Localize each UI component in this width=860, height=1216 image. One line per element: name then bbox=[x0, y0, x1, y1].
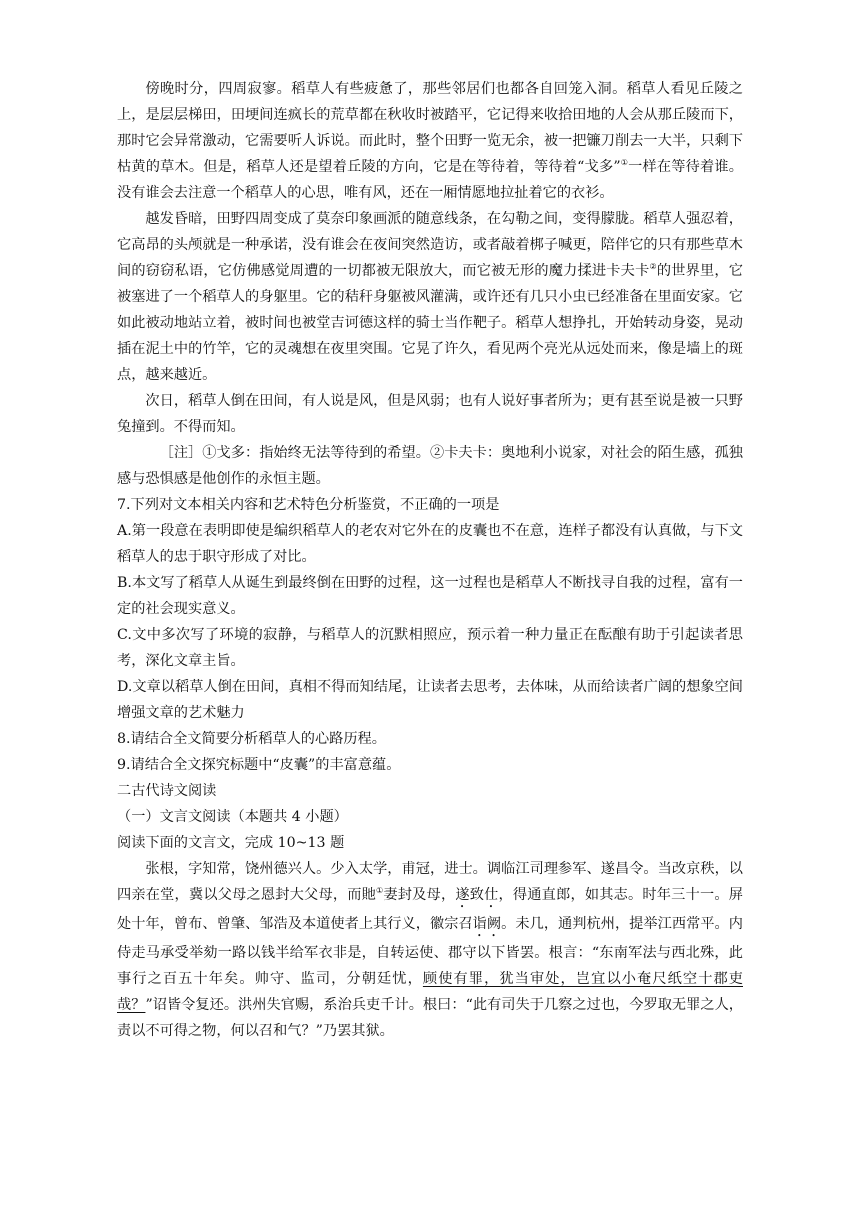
option-a: A.第一段意在表明即使是编织稻草人的老农对它外在的皮囊也不在意，连样子都没有认真做，与下文稻草人的忠于职守形成了对比。 bbox=[117, 523, 743, 565]
text: 。未几，通判杭州，提举江西常平。内侍走马承受举劾一路以钱半给军衣非是，自转运使、郡守以下皆罢。根言：“东南军法与西北殊，此事行之百五十年矣。帅守、监司，分朝廷忧， bbox=[117, 916, 743, 987]
text: ，得通直郎，如其志。时年三十一。屏处十年，曾布、曾肇、邹浩及本道使者上其行义，徽宗召 bbox=[117, 887, 743, 932]
footnote-marker: ② bbox=[649, 262, 657, 271]
text: 的世界里，它被塞进了一个稻草人的身躯里。它的秸秆身躯被风灌满，或许还有几只小虫已经准备在里面安家。它如此被动地站立着，被时间也被堂吉诃德这样的骑士当作靶子。稻草人想挣扎，开始转动身姿，晃动插在泥土中的竹竿，它的灵魂想在夜里突围。它晃了许久，看见两个亮光从远处而来，像是墙上的斑点，越来越近。 bbox=[117, 263, 743, 383]
text: 致 bbox=[469, 887, 485, 903]
classical-passage bbox=[117, 856, 743, 1044]
question-7: 7.下列对文本相关内容和艺术特色分析鉴赏，不正确的一项是 bbox=[117, 497, 500, 513]
question-9: 9.请结合全文探究标题中“皮囊”的丰富意蕴。 bbox=[117, 757, 401, 773]
subsection-heading: （一）文言文阅读（本题共 4 小题） bbox=[117, 809, 348, 825]
reading-instruction: 阅读下面的文言文，完成 10~13 题 bbox=[117, 835, 345, 851]
question-8: 8.请结合全文简要分析稻草人的心路历程。 bbox=[117, 731, 386, 747]
option-c: C.文中多次写了环境的寂静，与稻草人的沉默相照应，预示着一种力量正在酝酿有助于引起读者思考，深化文章主旨。 bbox=[117, 627, 743, 669]
footnote-marker: ① bbox=[376, 886, 384, 895]
emphasis-char: 诣 bbox=[472, 916, 487, 932]
text: 貤 bbox=[361, 887, 377, 903]
document-body bbox=[117, 76, 743, 1044]
option-b: B.本文写了稻草人从诞生到最终倒在田野的过程，这一过程也是稻草人不断找寻自我的过程，富有一定的社会现实意义。 bbox=[117, 575, 743, 617]
emphasis-char: 仕 bbox=[484, 887, 499, 903]
text: 妻封及母， bbox=[383, 887, 456, 903]
text: 越发昏暗，田野四周变成了莫奈印象画派的随意线条，在勾勒之间，变得朦胧。稻草人强忍着，它高昂的头颅就是一种承诺，没有谁会在夜间突然造访，或者敲着梆子喊更，陪伴它的只有那些草木间的窃窃私语，它仿佛感觉周遭的一切都被无限放大，而它被无形的魔力揉进卡夫卡 bbox=[117, 211, 743, 279]
story-note: ［注］①戈多：指始终无法等待到的希望。②卡夫卡：奥地利小说家，对社会的陌生感，孤独感与恐惧感是他创作的永恒主题。 bbox=[117, 445, 743, 487]
text: 一样在等待着谁。没有谁会去注意一个稻草人的心思，唯有风，还在一厢情愿地拉扯着它的衣衫。 bbox=[117, 159, 743, 201]
section-heading: 二古代诗文阅读 bbox=[117, 783, 217, 799]
emphasis-char: 阙 bbox=[486, 916, 502, 932]
text: ”诏皆令复还。洪州失官赐，系治兵吏千计。根曰：“此有司失于几察之过也，今罗取无罪之人，责以不可得之物，何以召和气？”乃罢其狱。 bbox=[117, 997, 743, 1039]
emphasis-char: 遂 bbox=[455, 887, 470, 903]
story-paragraph-3: 次日，稻草人倒在田间，有人说是风，但是风弱；也有人说好事者所为；更有甚至说是被一只野兔撞到。不得而知。 bbox=[117, 393, 743, 435]
text: 张根，字知常，饶州德兴人。少入太学，甫冠，进士。调临江司理参军、遂昌令。当改京秩，以四亲在堂，冀以父母之恩封大父母，而 bbox=[117, 861, 743, 903]
footnote-marker: ① bbox=[620, 158, 629, 167]
story-paragraph-2 bbox=[117, 206, 743, 388]
story-paragraph-1 bbox=[117, 76, 743, 206]
underlined-sentence: 顾使有罪，犹当审处，岂宜以小奄尺纸空十郡吏哉？ bbox=[117, 971, 743, 1013]
text: 傍晚时分，四周寂寥。稻草人有些疲惫了，那些邻居们也都各自回笼入洞。稻草人看见丘陵之上，是层层梯田，田埂间连疯长的荒草都在秋收时被踏平，它记得来收拾田地的人会从那丘陵而下，那时它会异常激动，它需要听人诉说。而此时，整个田野一览无余，被一把镰刀削去一大半，只剩下枯黄的草木。但是，稻草人还是望着丘陵的方向，它是在等待着，等待着“戈多” bbox=[117, 81, 743, 175]
option-d: D.文章以稻草人倒在田间，真相不得而知结尾，让读者去思考，去体味，从而给读者广阔的想象空间增强文章的艺术魅力 bbox=[117, 679, 743, 721]
